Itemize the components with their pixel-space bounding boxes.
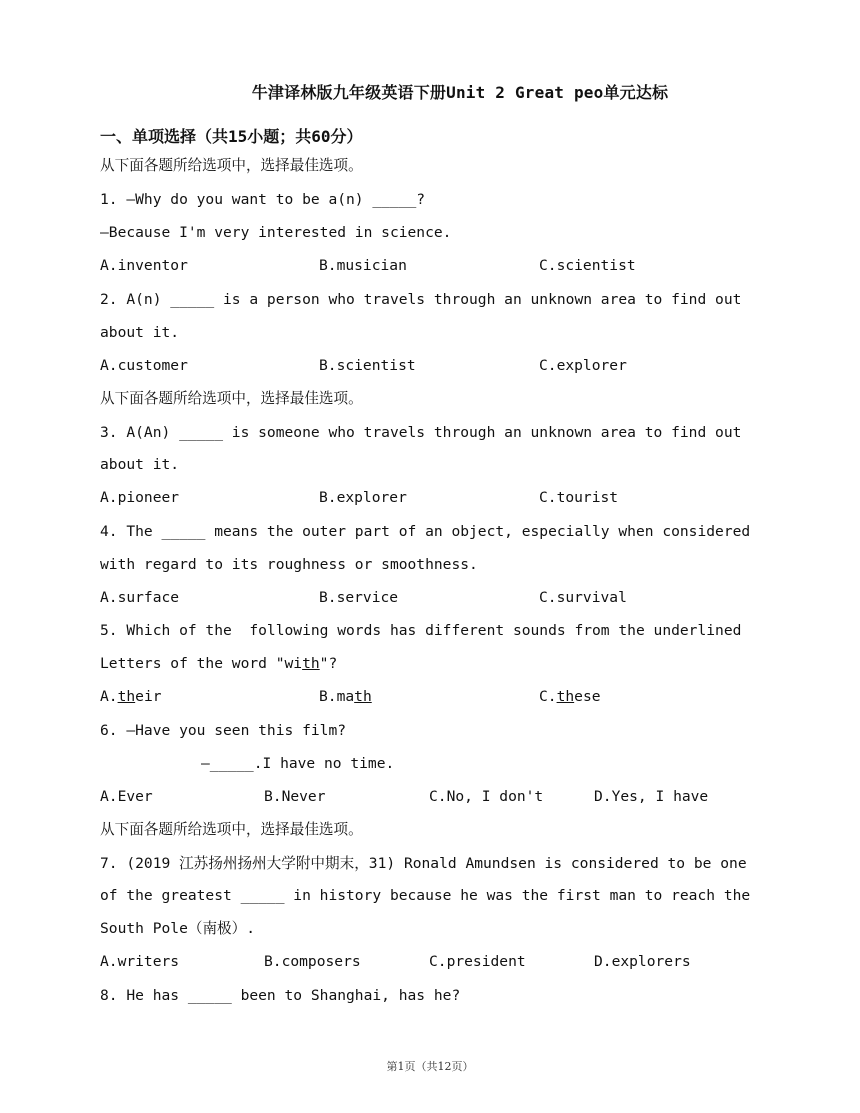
question-1-option-c[interactable]: C.scientist [539, 257, 636, 274]
question-7-option-a[interactable]: A.writers [100, 953, 180, 970]
question-6-option-c[interactable]: C.No, I don't [429, 788, 544, 805]
question-1-stem: 1. —Why do you want to be a(n) _____? [100, 191, 426, 208]
question-7-option-b[interactable]: B.composers [264, 953, 361, 970]
question-6-stem: 6. —Have you seen this film? [100, 722, 347, 739]
question-1-option-a[interactable]: A.inventor [100, 257, 188, 274]
page-footer: 第1页（共12页） [386, 1060, 474, 1073]
question-7-stem-line2: of the greatest _____ in history because he was the first man to reach the [100, 887, 751, 904]
question-7-option-c[interactable]: C.president [429, 953, 526, 970]
question-2-stem: 2. A(n) _____ is a person who travels through an unknown area to find out [100, 291, 742, 308]
question-1-stem-line2: —Because I'm very interested in science. [100, 224, 452, 241]
question-8-stem: 8. He has _____ been to Shanghai, has he? [100, 987, 461, 1004]
question-6-option-d[interactable]: D.Yes, I have [594, 788, 709, 805]
question-2-option-b[interactable]: B.scientist [319, 357, 416, 374]
question-4-stem: 4. The _____ means the outer part of an object, especially when considered [100, 523, 751, 540]
instruction-text: 从下面各题所给选项中，选择最佳选项。 [100, 821, 363, 838]
question-6-option-b[interactable]: B.Never [264, 788, 326, 805]
question-7-stem-line3: South Pole（南极）. [100, 920, 256, 937]
question-4-stem-line2: with regard to its roughness or smoothness. [100, 556, 478, 573]
instruction-text: 从下面各题所给选项中，选择最佳选项。 [100, 157, 363, 174]
question-7-option-d[interactable]: D.explorers [594, 953, 691, 970]
question-7-stem: 7. (2019 江苏扬州扬州大学附中期末，31) Ronald Amundsen is considered to be one [100, 855, 747, 872]
question-4-option-a[interactable]: A.surface [100, 589, 180, 606]
question-3-option-c[interactable]: C.tourist [539, 489, 619, 506]
question-5-option-a[interactable]: A.their [100, 688, 162, 705]
question-6-stem-line2: —_____.I have no time. [201, 755, 395, 772]
question-3-stem: 3. A(An) _____ is someone who travels through an unknown area to find out [100, 424, 742, 441]
question-3-option-b[interactable]: B.explorer [319, 489, 407, 506]
instruction-text: 从下面各题所给选项中，选择最佳选项。 [100, 390, 363, 407]
question-6-option-a[interactable]: A.Ever [100, 788, 153, 805]
underlined-letters: th [302, 655, 320, 672]
question-4-option-b[interactable]: B.service [319, 589, 399, 606]
question-2-stem-line2: about it. [100, 324, 180, 341]
question-1-option-b[interactable]: B.musician [319, 257, 407, 274]
question-3-option-a[interactable]: A.pioneer [100, 489, 180, 506]
section-heading: 一、单项选择（共15小题；共60分） [100, 127, 363, 146]
question-3-stem-line2: about it. [100, 456, 180, 473]
question-5-option-b[interactable]: B.math [319, 688, 372, 705]
question-4-option-c[interactable]: C.survival [539, 589, 627, 606]
question-2-option-a[interactable]: A.customer [100, 357, 188, 374]
question-5-stem-line2: Letters of the word "with"? [100, 655, 338, 672]
question-5-stem: 5. Which of the following words has different sounds from the underlined [100, 622, 742, 639]
question-2-option-c[interactable]: C.explorer [539, 357, 627, 374]
question-5-option-c[interactable]: C.these [539, 688, 601, 705]
document-title: 牛津译林版九年级英语下册Unit 2 Great peo单元达标 [251, 83, 669, 102]
